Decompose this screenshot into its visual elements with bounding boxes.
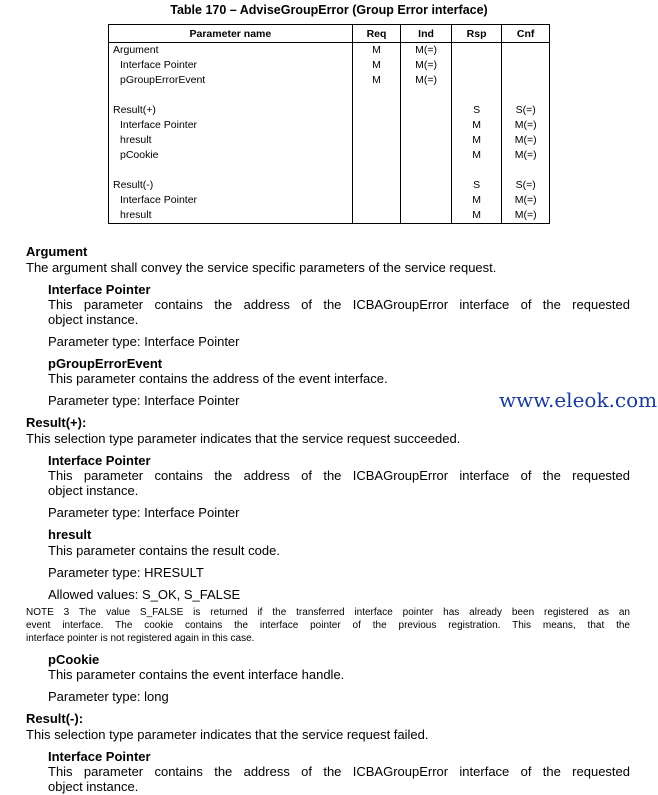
cell-ind: [401, 193, 452, 208]
cell-cnf: M(=): [502, 133, 550, 148]
table-body: [109, 43, 550, 224]
cell-req: [352, 88, 401, 103]
table-row: [109, 58, 550, 73]
table-row: [109, 178, 550, 193]
cell-rsp: [451, 73, 502, 88]
cell-ind: M(=): [401, 58, 452, 73]
hresult-text: This parameter contains the result code.: [48, 543, 280, 558]
cell-ind: [401, 208, 452, 224]
cell-parameter-name: Result(+): [109, 103, 353, 118]
pgroup-type: Parameter type: Interface Pointer: [48, 393, 240, 408]
cell-req: [352, 133, 401, 148]
parameter-table: [108, 24, 550, 224]
cell-parameter-name: Interface Pointer: [109, 58, 353, 73]
hresult-allowed: Allowed values: S_OK, S_FALSE: [48, 587, 241, 602]
cell-parameter-name: [109, 163, 353, 178]
cell-parameter-name: [109, 88, 353, 103]
cell-ind: M(=): [401, 43, 452, 59]
table-header-row: [109, 25, 550, 43]
pgroup-heading: pGroupErrorEvent: [48, 356, 163, 371]
table-row: [109, 73, 550, 88]
arg-interface-pointer-heading: Interface Pointer: [48, 282, 151, 297]
cell-req: M: [352, 73, 401, 88]
cell-ind: [401, 103, 452, 118]
cell-req: [352, 148, 401, 163]
neg-interface-pointer-line2: object instance.: [48, 779, 139, 794]
hresult-heading: hresult: [48, 527, 92, 542]
result-pos-heading: Result(+):: [26, 415, 87, 430]
cell-ind: [401, 88, 452, 103]
cell-rsp: [451, 43, 502, 59]
cell-parameter-name: Interface Pointer: [109, 118, 353, 133]
cell-cnf: [502, 73, 550, 88]
cell-parameter-name: hresult: [109, 208, 353, 224]
result-pos-text: This selection type parameter indicates that the service request succeeded.: [26, 431, 461, 446]
cell-req: [352, 118, 401, 133]
res-interface-pointer-line1: This parameter contains the address of the ICBAGroupError interface of the requested: [48, 468, 630, 483]
cell-parameter-name: pGroupErrorEvent: [109, 73, 353, 88]
res-interface-pointer-heading: Interface Pointer: [48, 453, 151, 468]
cell-cnf: [502, 163, 550, 178]
result-neg-text: This selection type parameter indicates that the service request failed.: [26, 727, 429, 742]
cell-rsp: M: [451, 148, 502, 163]
neg-interface-pointer-heading: Interface Pointer: [48, 749, 151, 764]
res-interface-pointer-line2: object instance.: [48, 483, 139, 498]
cell-rsp: M: [451, 118, 502, 133]
header-parameter-name: Parameter name: [109, 25, 353, 43]
header-ind: Ind: [401, 25, 452, 43]
cell-parameter-name: Result(-): [109, 178, 353, 193]
cell-parameter-name: pCookie: [109, 148, 353, 163]
pgroup-text: This parameter contains the address of the event interface.: [48, 371, 388, 386]
cell-ind: [401, 133, 452, 148]
note-line1: NOTE 3 The value S_FALSE is returned if the transferred interface pointer has already been registered as an: [26, 607, 630, 618]
hresult-type: Parameter type: HRESULT: [48, 565, 204, 580]
cell-rsp: [451, 58, 502, 73]
cell-ind: [401, 163, 452, 178]
cell-parameter-name: hresult: [109, 133, 353, 148]
arg-interface-pointer-line2: object instance.: [48, 312, 139, 327]
cell-cnf: S(=): [502, 178, 550, 193]
table-row: [109, 193, 550, 208]
table-row: [109, 148, 550, 163]
cell-req: M: [352, 58, 401, 73]
pcookie-type: Parameter type: long: [48, 689, 169, 704]
res-interface-pointer-type: Parameter type: Interface Pointer: [48, 505, 240, 520]
cell-rsp: [451, 163, 502, 178]
cell-cnf: M(=): [502, 193, 550, 208]
header-rsp: Rsp: [451, 25, 502, 43]
table-row: [109, 208, 550, 224]
cell-cnf: [502, 43, 550, 59]
arg-interface-pointer-line1: This parameter contains the address of the ICBAGroupError interface of the requested: [48, 297, 630, 312]
neg-interface-pointer-line1: This parameter contains the address of the ICBAGroupError interface of the requested: [48, 764, 630, 779]
table-row: [109, 133, 550, 148]
note-line3: interface pointer is not registered again in this case.: [26, 633, 255, 644]
cell-req: [352, 103, 401, 118]
pcookie-heading: pCookie: [48, 652, 100, 667]
cell-cnf: S(=): [502, 103, 550, 118]
cell-req: [352, 163, 401, 178]
argument-heading: Argument: [26, 244, 88, 259]
table-row: [109, 103, 550, 118]
cell-cnf: M(=): [502, 118, 550, 133]
cell-ind: [401, 178, 452, 193]
cell-req: M: [352, 43, 401, 59]
pcookie-text: This parameter contains the event interface handle.: [48, 667, 345, 682]
table-row-spacer: [109, 163, 550, 178]
cell-rsp: S: [451, 103, 502, 118]
arg-interface-pointer-type: Parameter type: Interface Pointer: [48, 334, 240, 349]
cell-ind: [401, 148, 452, 163]
cell-req: [352, 178, 401, 193]
table-row: [109, 43, 550, 59]
cell-rsp: S: [451, 178, 502, 193]
watermark: www.eleok.com: [499, 388, 658, 412]
cell-cnf: [502, 58, 550, 73]
cell-rsp: [451, 88, 502, 103]
argument-text: The argument shall convey the service specific parameters of the service request.: [26, 260, 497, 275]
cell-rsp: M: [451, 208, 502, 224]
cell-ind: M(=): [401, 73, 452, 88]
table-row-spacer: [109, 88, 550, 103]
header-cnf: Cnf: [502, 25, 550, 43]
cell-parameter-name: Interface Pointer: [109, 193, 353, 208]
table-row: [109, 118, 550, 133]
cell-cnf: M(=): [502, 208, 550, 224]
cell-req: [352, 208, 401, 224]
cell-ind: [401, 118, 452, 133]
cell-req: [352, 193, 401, 208]
note-line2: event interface. The cookie contains the interface pointer of the previous registration. This means, that the: [26, 620, 630, 631]
cell-rsp: M: [451, 133, 502, 148]
table-caption: Table 170 – AdviseGroupError (Group Error interface): [170, 3, 488, 17]
cell-cnf: M(=): [502, 148, 550, 163]
result-neg-heading: Result(-):: [26, 711, 84, 726]
header-req: Req: [352, 25, 401, 43]
cell-parameter-name: Argument: [109, 43, 353, 59]
cell-cnf: [502, 88, 550, 103]
cell-rsp: M: [451, 193, 502, 208]
